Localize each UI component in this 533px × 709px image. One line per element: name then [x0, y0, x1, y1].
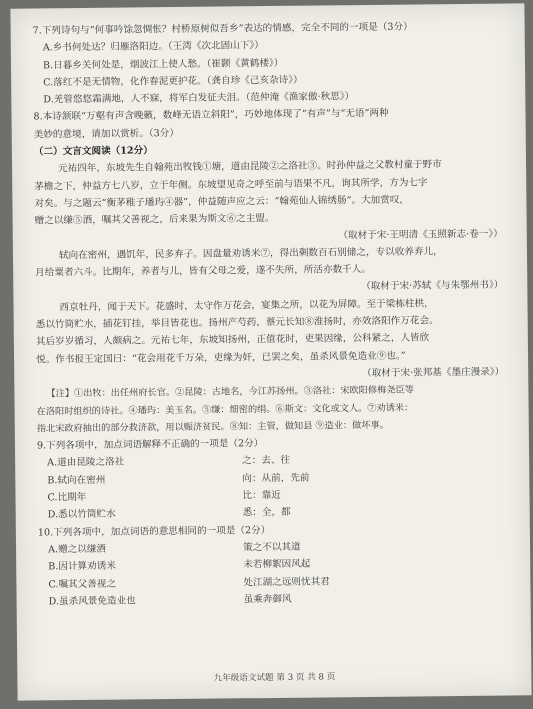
option-right: 未若柳絮因风起: [243, 558, 311, 571]
passage1-source: （取材于宋·王明清《玉照新志·卷一》）: [338, 228, 503, 241]
page-footer: 九年级语文试题 第 3 页 共 8 页: [213, 672, 336, 684]
exam-page: [10, 3, 531, 700]
option-left: A.道由昆陵之洛社: [47, 456, 125, 469]
annotation-line: 在洛阳时组织的诗社。④璠玙：美玉名。⑤缣：细密的绢。⑥斯文：文化或文人。⑦劝诱米：: [36, 402, 414, 417]
passage1-line: 对矣。与之题云“衡茅稚子璠玙④器”，仲益随声应之云：“翰苑仙人锦绣肠”。大加赏叹，: [34, 194, 410, 210]
passage3-line: 其后岁岁循习，人颇病之。元祐七年，东坡知扬州，正值花时，吏果因缘，公科紧之，人皆欣: [35, 332, 430, 348]
option-left: C.嘱其父善视之: [48, 578, 117, 590]
passage2-line: 月给粟者六斗。比期年，养者与儿，皆有父母之爱，遂不失所，所活亦数千人。: [35, 264, 371, 279]
option-left: D.虽杀风景免造业也: [48, 595, 136, 608]
option-right: 比：靠近: [242, 489, 281, 502]
option-left: B.因计算劝诱米: [48, 560, 116, 573]
passage3-line: 悉以竹筒贮水，插花钉挂，举目皆花也。扬州产芍药，蔡元长知⑧淮扬时，亦效洛阳作万花会。: [35, 315, 439, 331]
q7-title: 7.下列诗句与“何事吟馀忽惆怅？村桥原树似吾乡”表达的情感，完全不同的一项是（3分）: [32, 21, 413, 37]
passage3-source: （取材于宋·张邦基《墨庄漫录》）: [362, 366, 505, 379]
passage1-line: 赠之以缣⑤酒，嘱其父善视之，后来果为斯文⑥之主盟。: [34, 213, 275, 227]
q9-title: 9.下列各项中，加点词语解释不正确的一项是（2分）: [36, 438, 264, 452]
passage1-line: 茅檐之下，仲益方七八岁，立于年侧。东坡望见奇之呼至前与语果不凡，询其所学，方为七字: [34, 177, 428, 193]
option-right: 向：从前，先前: [242, 472, 310, 485]
passage1-line: 元祐四年，东坡先生自翰苑出牧钱①塘，道由昆陵②之洛社③。时孙仲益之父教村童于野市: [58, 159, 442, 175]
annotation-line: 【注】①出牧：出任州府长官。②昆陵：古地名，今江苏扬州。③洛社：宋欧阳修梅尧臣等: [46, 384, 414, 400]
annotation-line: 指北宋政府抽出的部分救济款，用以赈济贫民。⑧知：主管，做知县 ⑨造业：做坏事。: [36, 419, 389, 435]
q10-title: 10.下列各项中，加点词语的意思相同的一项是（2分）: [37, 524, 271, 539]
q8-line-1: 8.本诗颔联“万壑有声含晚籁，数峰无语立斜阳”，巧妙地体现了“有声”与“无语”两种: [33, 108, 389, 123]
option-right: 悉：全，都: [242, 507, 291, 519]
q7-option-c: C.落红不是无情物，化作春泥更护花。（龚自珍《己亥杂诗》）: [43, 74, 303, 89]
q7-option-a: A.乡书何处达？归雁洛阳边。（王湾《次北固山下》）: [42, 40, 264, 54]
option-left: C.比期年: [47, 491, 87, 504]
passage2-line: 轼向在密州，遇饥年，民多弃子。因盘量劝诱米⑦，得出剩数百石别储之，专以收养弃儿，: [58, 246, 443, 262]
passage2-source: （取材于宋·苏轼《与朱鄂州书》）: [361, 280, 504, 293]
passage3-line: 悦。作书报王定国曰：“花会用花千万朵，吏缘为奸，已罢之矣，虽杀风景免造业⑨也。”: [36, 350, 406, 366]
section-heading: （二）文言文阅读（12分）: [33, 145, 153, 158]
option-right: 策之不以其道: [242, 541, 301, 554]
option-right: 虽乘奔御风: [243, 593, 292, 606]
option-left: A.赠之以缣酒: [48, 543, 107, 556]
passage3-line: 西京牡丹，闻于天下。花盛时，太守作万花会，宴集之所，以花为屏障。至于梁栋柱栱，: [59, 298, 434, 313]
q7-option-b: B.日暮乡关何处是，烟波江上使人愁。（崔颢《黄鹤楼》）: [42, 57, 284, 71]
q10-option-d: [39, 588, 513, 610]
option-right: 之：去、往: [242, 455, 291, 467]
option-left: D.悉以竹筒贮水: [47, 508, 116, 521]
q8-line-2: 美妙的意境，请加以赏析。（3分）: [33, 127, 179, 141]
option-right: 处江湖之远则忧其君: [243, 575, 330, 588]
page-content: [33, 18, 513, 611]
q7-option-d: D.羌管悠悠霜满地，人不寐，将军白发征夫泪。（范仲淹《渔家傲·秋思》）: [43, 91, 355, 106]
option-left: B.轼向在密州: [47, 474, 106, 487]
